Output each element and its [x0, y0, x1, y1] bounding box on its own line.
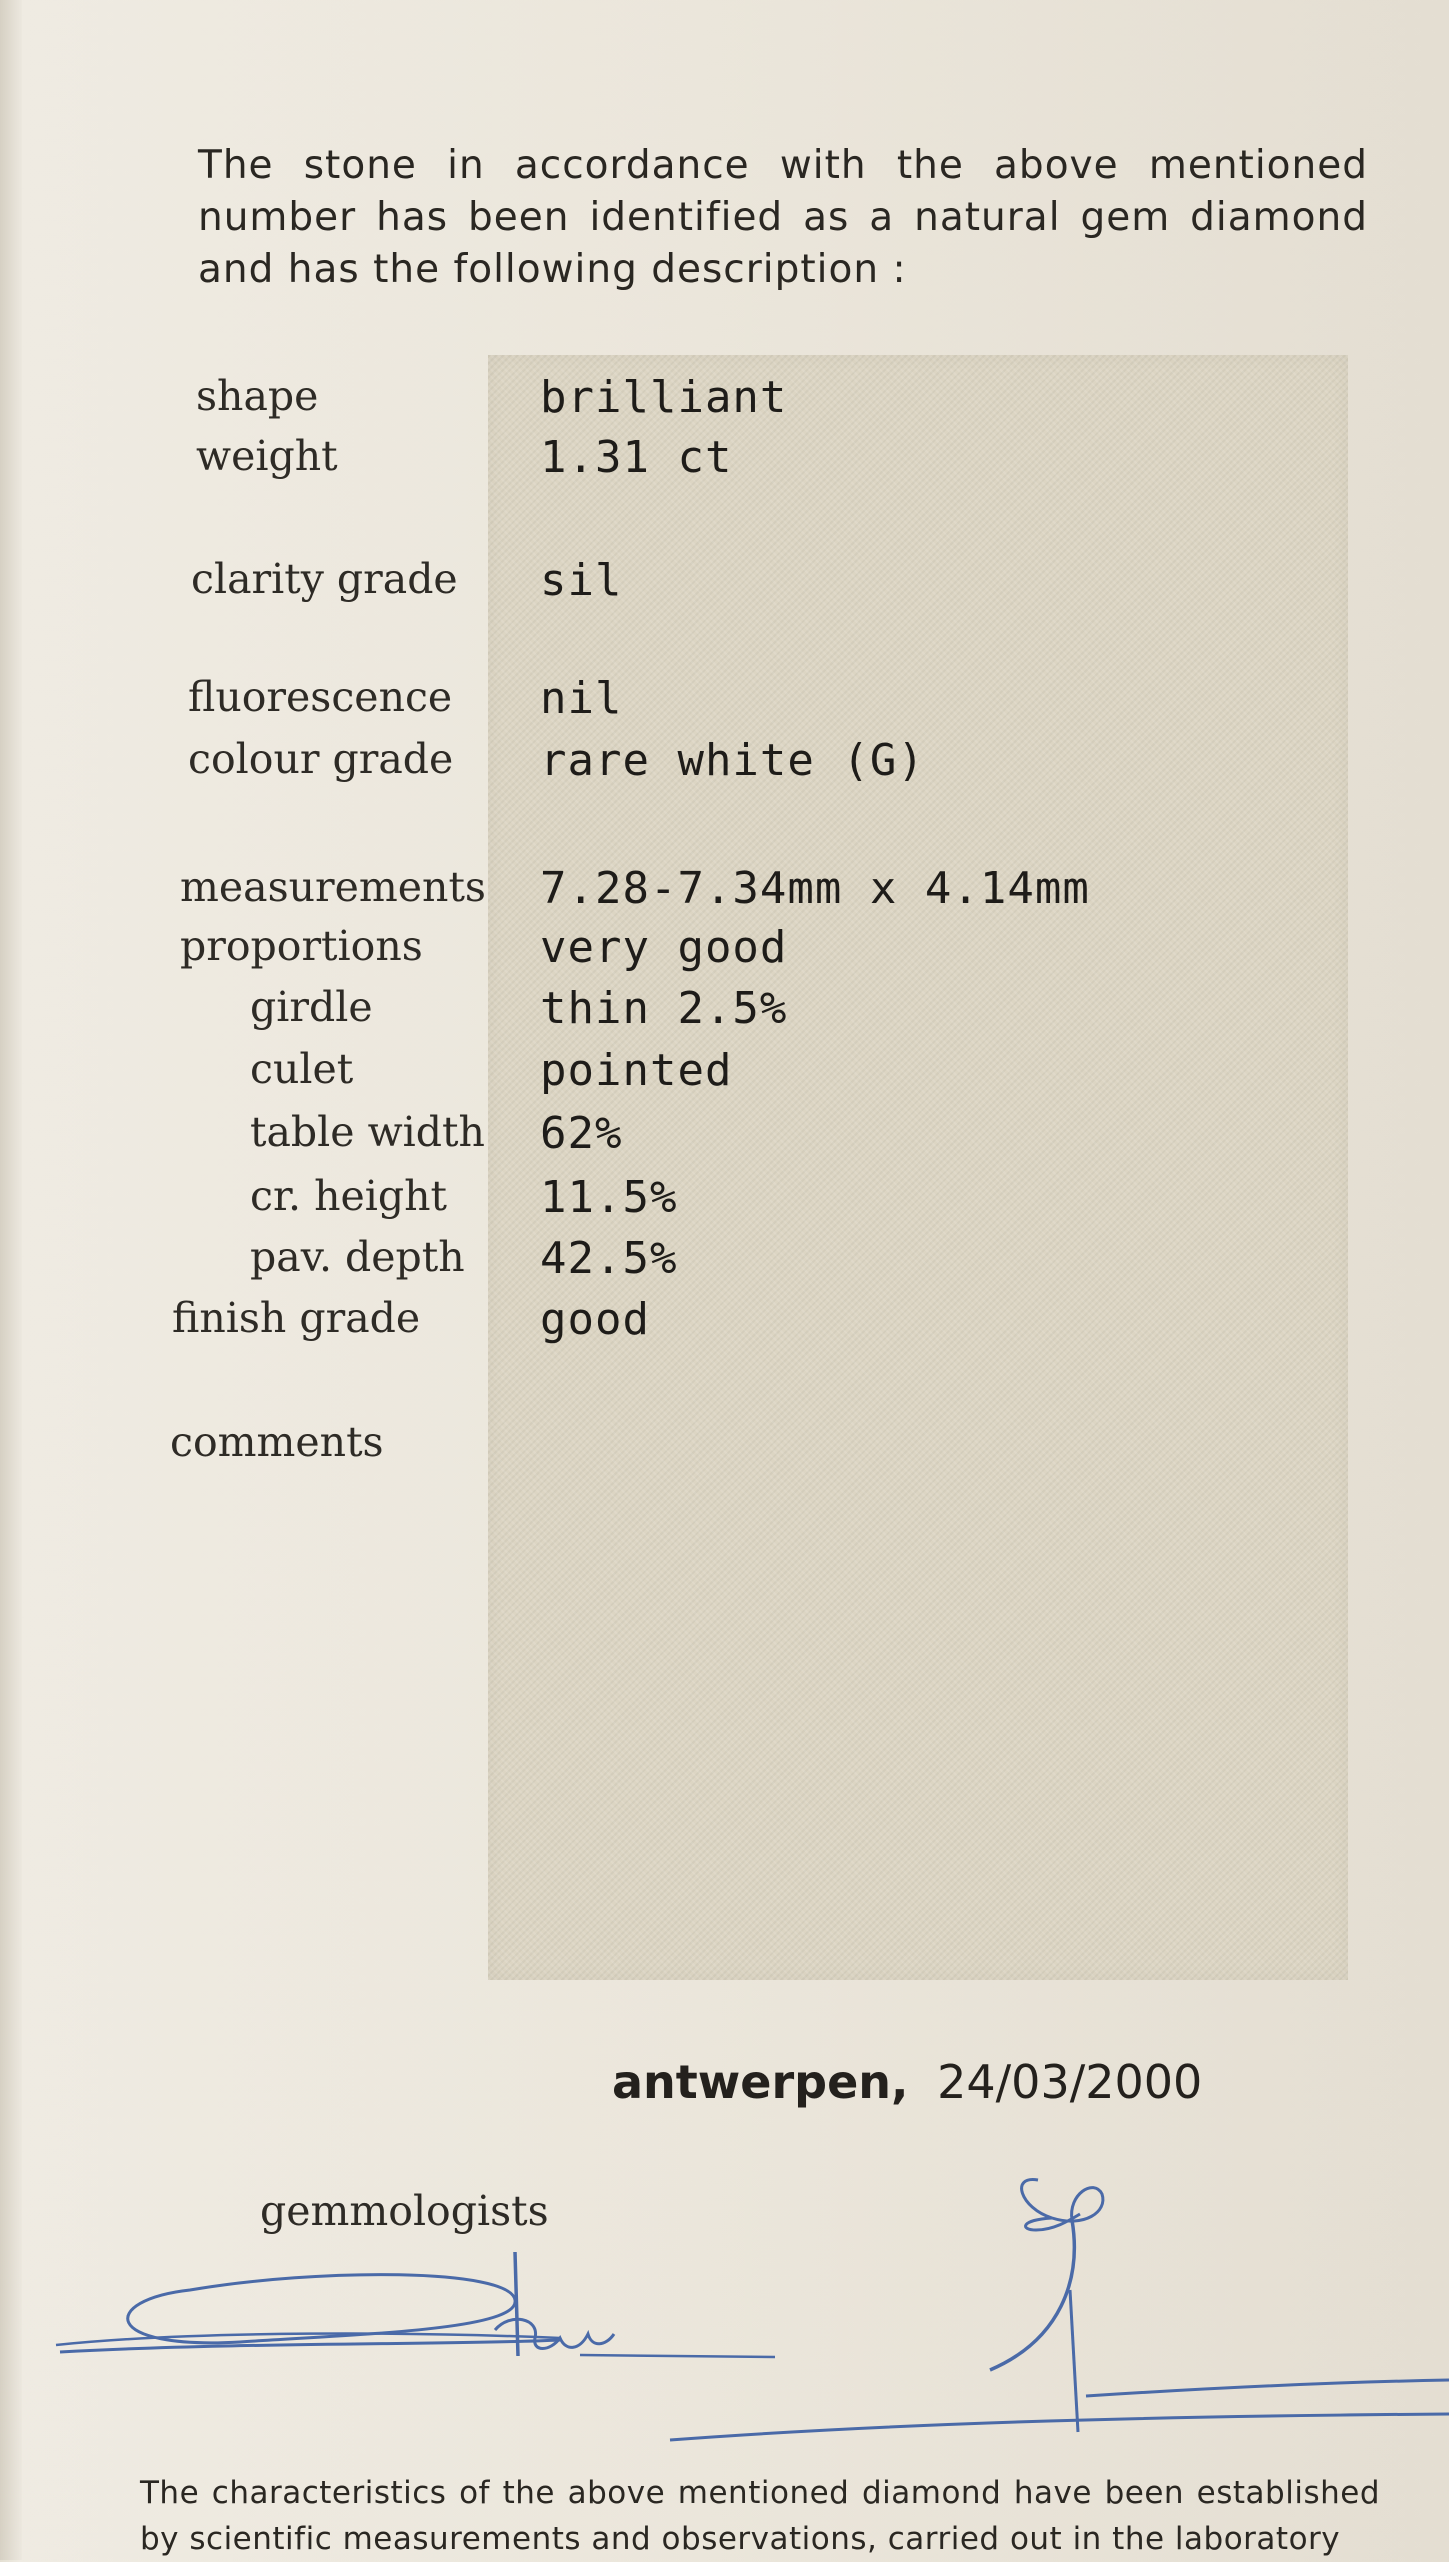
intro-paragraph: The stone in accordance with the above mentioned number has been identified as a natural gem diamond and has the following description : [198, 143, 1368, 292]
value-table-width: 62% [540, 1108, 623, 1159]
page-edge [0, 0, 22, 2560]
label-comments: comments [170, 1418, 384, 1466]
label-finish-grade: finish grade [172, 1294, 421, 1342]
signature-right [660, 2170, 1449, 2450]
label-measurements: measurements [180, 863, 486, 911]
label-weight: weight [196, 432, 338, 480]
label-shape: shape [196, 372, 319, 420]
value-clarity-grade: sil [540, 555, 623, 606]
label-girdle: girdle [250, 983, 373, 1031]
place-date-line [612, 2055, 1202, 2109]
value-fluorescence: nil [540, 673, 623, 724]
label-table-width: table width [250, 1108, 485, 1156]
value-proportions: very good [540, 922, 788, 973]
label-culet: culet [250, 1045, 354, 1093]
footer-text: The characteristics of the above mentioned diamond have been established by scientific measurements and observations, carried out in the laboratory [140, 2475, 1380, 2557]
value-shape: brilliant [540, 372, 788, 423]
value-cr-height: 11.5% [540, 1172, 678, 1223]
value-finish-grade: good [540, 1294, 650, 1345]
value-girdle: thin 2.5% [540, 983, 788, 1034]
gemmologists-label: gemmologists [260, 2187, 549, 2235]
value-culet: pointed [540, 1045, 733, 1096]
date: 24/03/2000 [937, 2055, 1203, 2109]
value-measurements: 7.28-7.34mm x 4.14mm [540, 863, 1090, 914]
label-pav-depth: pav. depth [250, 1233, 465, 1281]
label-cr-height: cr. height [250, 1172, 448, 1220]
label-colour-grade: colour grade [188, 735, 454, 783]
label-fluorescence: fluorescence [188, 673, 453, 721]
value-colour-grade: rare white (G) [540, 735, 925, 786]
label-clarity-grade: clarity grade [191, 555, 458, 603]
place: antwerpen, [612, 2055, 909, 2109]
label-proportions: proportions [180, 922, 423, 970]
value-pav-depth: 42.5% [540, 1233, 678, 1284]
value-weight: 1.31 ct [540, 432, 733, 483]
